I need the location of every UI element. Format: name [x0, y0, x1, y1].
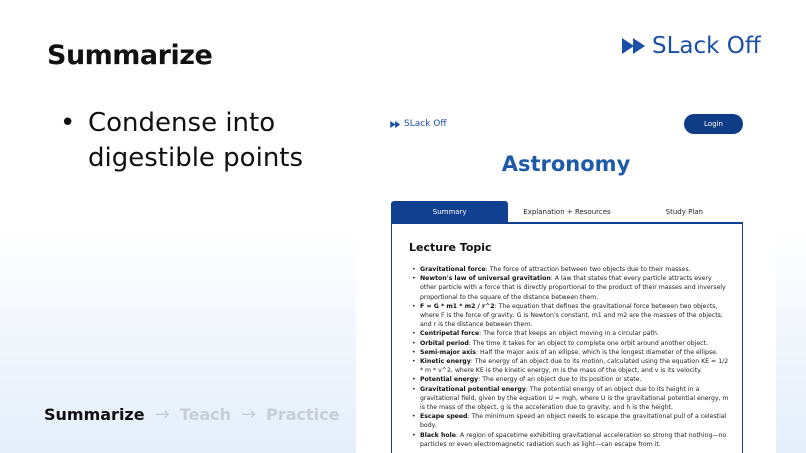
- app-logo[interactable]: [390, 119, 447, 129]
- list-item: [412, 348, 730, 357]
- term-definition: : The time it takes for an object to complete one orbit around another object.: [468, 339, 708, 347]
- brand-name: SLack Off: [652, 33, 761, 59]
- term-name: Centripetal force: [420, 330, 480, 338]
- list-item: [412, 274, 730, 302]
- term-definition: : A law that states that every particle attracts every other particle with a force that is directly proportional to the product of their masses and inversely proportional to the square of the distance between them.: [420, 275, 726, 301]
- term-definition: : Half the major axis of an ellipse, which is the longest diameter of the ellipse.: [475, 348, 718, 356]
- list-item: [412, 265, 730, 274]
- fast-forward-icon: [390, 121, 401, 128]
- term-name: Potential energy: [420, 376, 479, 384]
- term-definition: : The force that keeps an object moving in a circular path.: [479, 330, 659, 338]
- term-definition: : The minimum speed an object needs to escape the gravitational pull of a celestial body.: [420, 413, 727, 430]
- arrow-right-icon: →: [241, 404, 257, 425]
- summary-card: [391, 222, 743, 453]
- slide-title: Summarize: [47, 40, 213, 71]
- term-definition: : The potential energy of an object due to its height in a gravitational field, given by the equation U = mgh, where U is the gravitational potential energy, m is the mass of the object, g is the acceleration due to gravity, and h is the height.: [420, 385, 729, 412]
- tab-bar: [391, 201, 743, 222]
- term-name: Black hole: [420, 431, 456, 439]
- list-item: [412, 375, 730, 384]
- list-item: [412, 302, 730, 330]
- list-item: [412, 357, 730, 375]
- list-item: [412, 412, 730, 430]
- slide-bullet: • Condense into digestible points: [60, 106, 330, 176]
- term-definition: : The energy of an object due to its motion, calculated using the equation KE = 1/2 * m * v^2, where KE is the kinetic energy, m is the mass of the object, and v is its velocity.: [420, 358, 729, 375]
- tab-summary[interactable]: Summary: [391, 201, 508, 222]
- term-name: Gravitational force: [420, 266, 486, 273]
- term-name: Escape speed: [420, 413, 468, 421]
- lecture-topic-heading: Lecture Topic: [409, 241, 492, 254]
- login-button[interactable]: Login: [684, 114, 743, 134]
- subject-title: Astronomy: [501, 152, 631, 176]
- list-item: [412, 329, 730, 338]
- tab-study-plan[interactable]: Study Plan: [665, 207, 703, 216]
- fast-forward-icon: [622, 38, 646, 54]
- term-name: F = G * m1 * m2 / r^2: [420, 302, 495, 310]
- step-teach: Teach: [179, 405, 231, 424]
- slide-bullet-list: [60, 106, 330, 176]
- term-name: Gravitational potential energy: [420, 385, 526, 393]
- term-name: Orbital period: [420, 339, 469, 347]
- brand-logo: [622, 33, 761, 59]
- term-definition: : A region of spacetime exhibiting gravitational acceleration so strong that nothing—no particles or even electromagnetic radiation such as light—can escape from it.: [420, 431, 727, 448]
- term-name: Newton's law of universal gravitation: [420, 275, 551, 283]
- step-summarize: Summarize: [44, 405, 145, 424]
- term-name: Semi-major axis: [420, 348, 476, 356]
- term-definition: : The equation that defines the gravitational force between two objects, where F is the force of gravity, G is Newton's constant, m1 and m2 are the masses of the objects, and r is the distance between them.: [420, 302, 723, 329]
- list-item: [412, 431, 730, 449]
- tab-explanation-resources[interactable]: Explanation + Resources: [523, 207, 611, 216]
- terms-list: [412, 265, 730, 449]
- workflow-steps: [44, 404, 339, 425]
- list-item: [412, 385, 730, 413]
- arrow-right-icon: →: [154, 404, 170, 425]
- term-name: Kinetic energy: [420, 358, 471, 366]
- term-definition: : The force of attraction between two objects due to their masses.: [485, 266, 691, 273]
- app-screenshot: [356, 96, 776, 453]
- term-definition: : The energy of an object due to its position or state.: [478, 376, 642, 384]
- list-item: [412, 339, 730, 348]
- step-practice: Practice: [266, 405, 340, 424]
- app-logo-text: SLack Off: [404, 119, 447, 129]
